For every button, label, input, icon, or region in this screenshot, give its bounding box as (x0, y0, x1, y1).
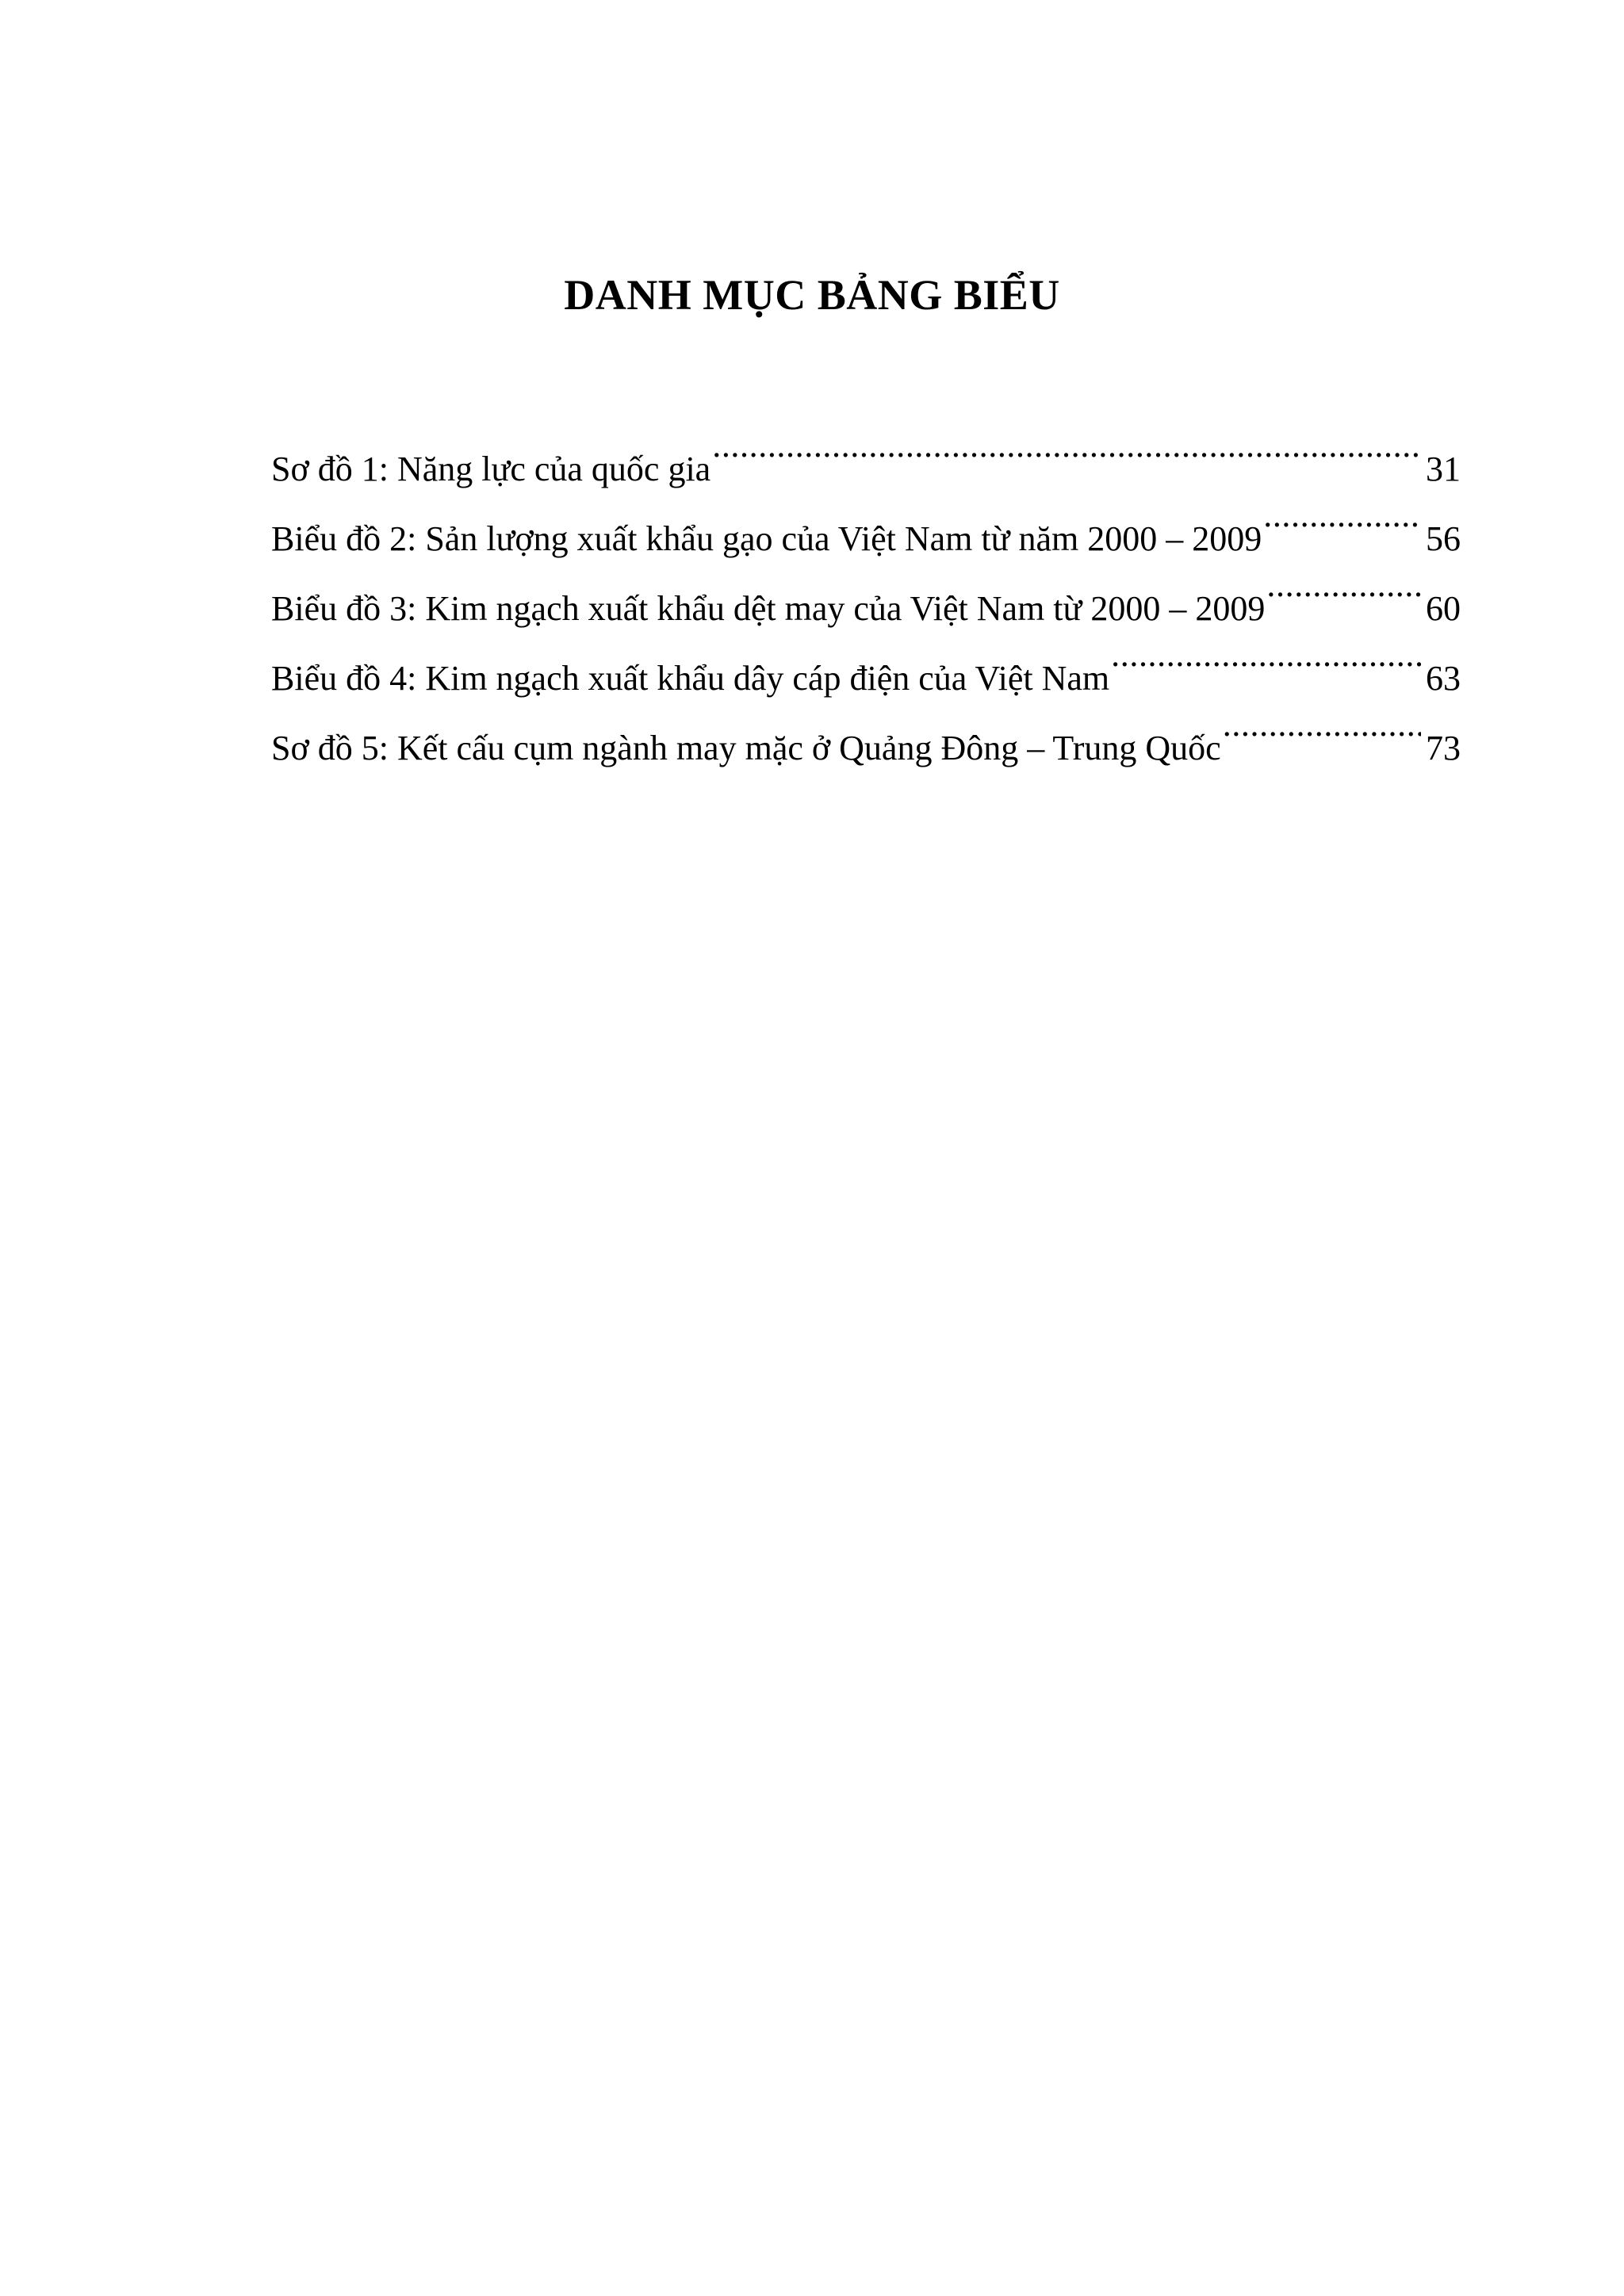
table-of-figures (271, 411, 1461, 767)
dot-leader (1263, 480, 1421, 550)
toc-entry-label: Biểu đồ 3: Kim ngạch xuất khẩu dệt may của Việt Nam từ 2000 – 2009 (271, 589, 1266, 628)
toc-entry-page-number: 73 (1426, 729, 1461, 767)
toc-entry (271, 411, 1461, 488)
toc-entry-label: Biểu đồ 2: Sản lượng xuất khẩu gạo của Việt Nam từ năm 2000 – 2009 (271, 519, 1262, 558)
toc-entry-page-number: 31 (1426, 450, 1461, 488)
toc-entry-label: Sơ đồ 5: Kết cấu cụm ngành may mặc ở Quảng Đông – Trung Quốc (271, 729, 1221, 767)
dot-leader (1111, 620, 1421, 690)
toc-entry-label: Sơ đồ 1: Năng lực của quốc gia (271, 450, 711, 488)
page-title: DANH MỤC BẢNG BIỂU (564, 271, 1060, 319)
toc-entry-page-number: 56 (1426, 519, 1461, 558)
dot-leader (1266, 550, 1421, 620)
toc-entry-page-number: 60 (1426, 589, 1461, 628)
toc-entry-label: Biểu đồ 4: Kim ngạch xuất khẩu dây cáp điện của Việt Nam (271, 659, 1110, 698)
dot-leader (712, 411, 1421, 480)
dot-leader (1223, 690, 1421, 760)
toc-entry-page-number: 63 (1426, 659, 1461, 698)
